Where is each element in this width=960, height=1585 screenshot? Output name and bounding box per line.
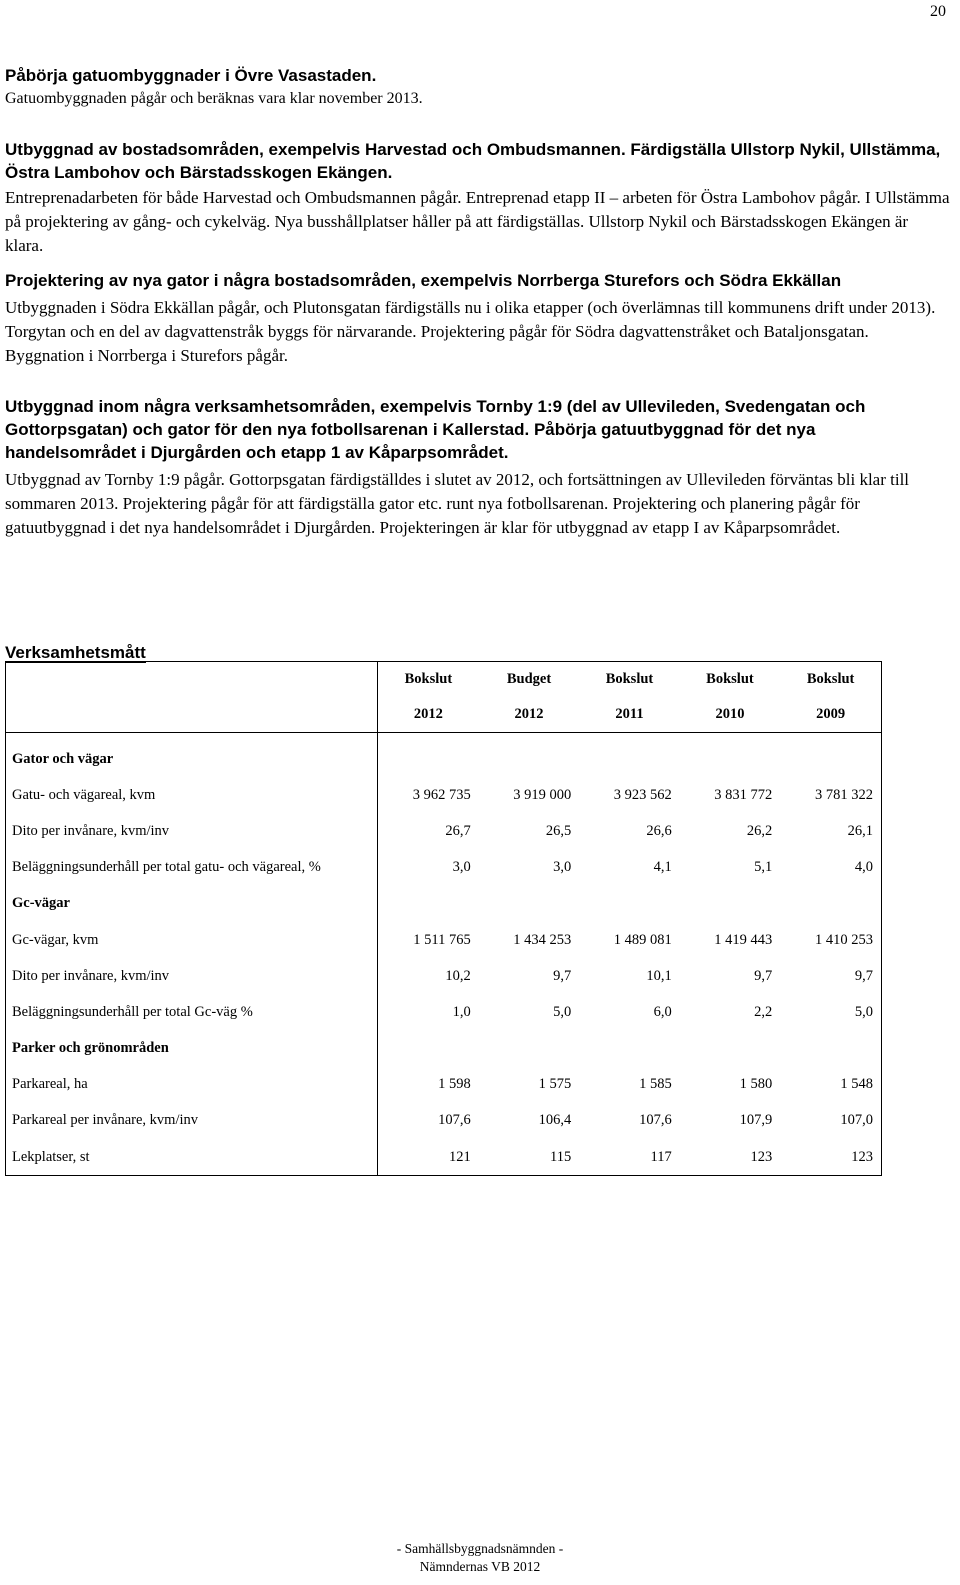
value-cell: 3,0	[378, 850, 479, 886]
value-cell	[680, 1031, 780, 1067]
verksamhetsmatt-table	[5, 661, 882, 1176]
value-cell: 3 781 322	[815, 786, 873, 803]
value-cell: 1,0	[378, 994, 479, 1030]
value-cell: 26,1	[847, 822, 873, 839]
page-number: 20	[930, 3, 946, 20]
table-row	[6, 1103, 882, 1139]
col-header-2-line1: Budget	[506, 671, 552, 687]
value-cell	[780, 733, 881, 778]
value-cell: 1 598	[378, 1067, 479, 1103]
footer-report: Nämndernas VB 2012	[419, 1559, 541, 1574]
value-cell: 2,2	[754, 1003, 773, 1020]
row-label: Lekplatser, st	[12, 1148, 90, 1165]
table-row	[6, 850, 882, 886]
value-cell: 123	[851, 1148, 873, 1165]
value-cell	[680, 886, 780, 922]
heading-bostadsomraden: Utbyggnad av bostadsområden, exempelvis Harvestad och Ombudsmannen. Färdigställa Ullstorp Nykil, Ullstämma, Östra Lambohov och Bärstadsskogen Ekängen.	[5, 140, 941, 182]
value-cell: 10,2	[378, 958, 479, 994]
col-header-1-line1: Bokslut	[378, 662, 479, 698]
table-group-row	[6, 886, 882, 922]
value-cell: 117	[650, 1148, 672, 1165]
value-cell: 5,1	[754, 859, 773, 876]
paragraph-vasastaden: Gatuombyggnaden pågår och beräknas vara klar november 2013.	[5, 90, 423, 107]
value-cell	[378, 886, 479, 922]
value-cell: 1 489 081	[613, 931, 672, 948]
heading-projektering-gator: Projektering av nya gator i några bostadsområden, exempelvis Norrberga Sturefors och Södra Ekkällan	[5, 271, 842, 290]
value-cell: 1 410 253	[815, 931, 873, 948]
group-label: Gc-vägar	[12, 895, 70, 912]
col-header-3-line1: Bokslut	[605, 671, 654, 687]
value-cell: 1 585	[639, 1076, 672, 1093]
table-row	[6, 777, 882, 813]
value-cell: 3 831 772	[714, 786, 773, 803]
value-cell: 1 511 765	[378, 922, 479, 958]
value-cell: 3,0	[553, 859, 572, 876]
value-cell: 3 962 735	[378, 777, 479, 813]
value-cell: 107,6	[378, 1103, 479, 1139]
value-cell: 26,6	[646, 822, 672, 839]
row-label: Dito per invånare, kvm/inv	[12, 967, 170, 984]
value-cell	[479, 886, 579, 922]
table-group-row	[6, 733, 882, 778]
value-cell: 9,7	[754, 967, 773, 984]
table-row	[6, 994, 882, 1030]
value-cell: 9,7	[553, 967, 572, 984]
value-cell: 5,0	[854, 1003, 873, 1020]
col-header-1-line2: 2012	[378, 697, 479, 733]
value-cell: 1 548	[840, 1076, 873, 1093]
table-header-row-1	[6, 662, 882, 698]
paragraph-projektering-gator: Utbyggnaden i Södra Ekkällan pågår, och Plutonsgatan färdigställs nu i olika etapper (och överlämnas till kommunens drift under 2013). Torgytan och en del av dagvattenstråk byggs för närvarande. Projektering pågår för Södra dagvattenstråket och Bataljonsgatan. Byggnation i Norrberga i Sturefors pågår.	[5, 298, 936, 365]
heading-vasastaden: Påbörja gatuombyggnader i Övre Vasastaden.	[5, 66, 377, 85]
value-cell	[780, 886, 881, 922]
value-cell	[579, 1031, 679, 1067]
value-cell: 26,5	[545, 822, 572, 839]
col-header-2-line2: 2012	[514, 706, 544, 722]
value-cell: 107,9	[739, 1112, 773, 1129]
value-cell	[479, 1031, 579, 1067]
value-cell	[680, 733, 780, 778]
col-header-3-line2: 2011	[615, 706, 644, 722]
value-cell: 10,1	[646, 967, 672, 984]
value-cell: 26,2	[746, 822, 773, 839]
value-cell: 1 419 443	[714, 931, 773, 948]
col-header-4-line2: 2010	[715, 706, 745, 722]
value-cell: 6,0	[653, 1003, 672, 1020]
value-cell: 4,0	[854, 859, 873, 876]
row-label: Parkareal, ha	[12, 1076, 88, 1093]
value-cell: 3 919 000	[513, 786, 572, 803]
value-cell	[378, 1031, 479, 1067]
value-cell: 26,7	[378, 813, 479, 849]
row-label: Gc-vägar, kvm	[12, 931, 99, 948]
value-cell: 121	[378, 1139, 479, 1176]
report-text	[5, 64, 950, 540]
footer-committee: - Samhällsbyggnadsnämnden -	[396, 1541, 564, 1556]
value-cell: 3 923 562	[613, 786, 672, 803]
row-label: Parkareal per invånare, kvm/inv	[12, 1112, 199, 1129]
row-label: Beläggningsunderhåll per total gatu- och vägareal, %	[12, 859, 321, 876]
section-title-verksamhetsmatt: Verksamhetsmått	[5, 643, 146, 662]
table-row	[6, 1139, 882, 1176]
value-cell	[579, 733, 679, 778]
table-row	[6, 922, 882, 958]
value-cell: 9,7	[854, 967, 873, 984]
row-label: Beläggningsunderhåll per total Gc-väg %	[12, 1003, 253, 1020]
table-row	[6, 1067, 882, 1103]
heading-verksamhetsomraden: Utbyggnad inom några verksamhetsområden, exempelvis Tornby 1:9 (del av Ullevileden, Svedengatan och Gottorpsgatan) och gator för den nya fotbollsarenan i Kallerstad. Påbörja gatuutbyggnad för det nya handelsområdet i Djurgården och etapp 1 av Kåparpsområdet.	[5, 397, 866, 462]
value-cell: 115	[550, 1148, 572, 1165]
value-cell: 107,6	[639, 1112, 672, 1129]
col-header-4-line1: Bokslut	[706, 671, 754, 687]
row-label: Gatu- och vägareal, kvm	[12, 786, 156, 803]
value-cell: 1 580	[739, 1076, 773, 1093]
table-group-row	[6, 1031, 882, 1067]
value-cell	[479, 733, 579, 778]
value-cell: 5,0	[553, 1003, 572, 1020]
group-label: Parker och grönområden	[12, 1040, 169, 1057]
value-cell: 4,1	[653, 859, 672, 876]
col-header-5-line2: 2009	[816, 706, 846, 722]
value-cell	[378, 733, 479, 778]
paragraph-verksamhetsomraden: Utbyggnad av Tornby 1:9 pågår. Gottorpsgatan färdigställdes i slutet av 2012, och fortsättningen av Ullevileden förväntas bli klar till sommaren 2013. Projektering pågår för att färdigställa gator etc. runt nya fotbollsarenan. Projektering och planering pågår för gatuutbyggnad i det nya handelsområdet i Djurgården. Projekteringen är klar för utbyggnad av etapp I av Kåparpsområdet.	[5, 470, 910, 537]
value-cell	[579, 886, 679, 922]
table-row	[6, 958, 882, 994]
table-row	[6, 813, 882, 849]
row-label: Dito per invånare, kvm/inv	[12, 822, 170, 839]
value-cell	[780, 1031, 881, 1067]
value-cell: 106,4	[538, 1112, 572, 1129]
header-empty-cell	[6, 662, 378, 733]
col-header-5-line1: Bokslut	[806, 671, 855, 687]
value-cell: 107,0	[840, 1112, 873, 1129]
footer	[0, 1540, 960, 1576]
paragraph-bostadsomraden: Entreprenadarbeten för både Harvestad och Ombudsmannen pågår. Entreprenad etapp II – arbeten för Östra Lambohov pågår. I Ullstämma på projektering av gång- och cykelväg. Nya busshållplatser håller på att färdigställas. Ullstorp Nykil och Bärstadsskogen Ekängen är klara.	[5, 188, 950, 255]
group-label: Gator och vägar	[12, 750, 114, 767]
value-cell: 123	[750, 1148, 773, 1165]
value-cell: 1 575	[538, 1076, 572, 1093]
value-cell: 1 434 253	[513, 931, 572, 948]
